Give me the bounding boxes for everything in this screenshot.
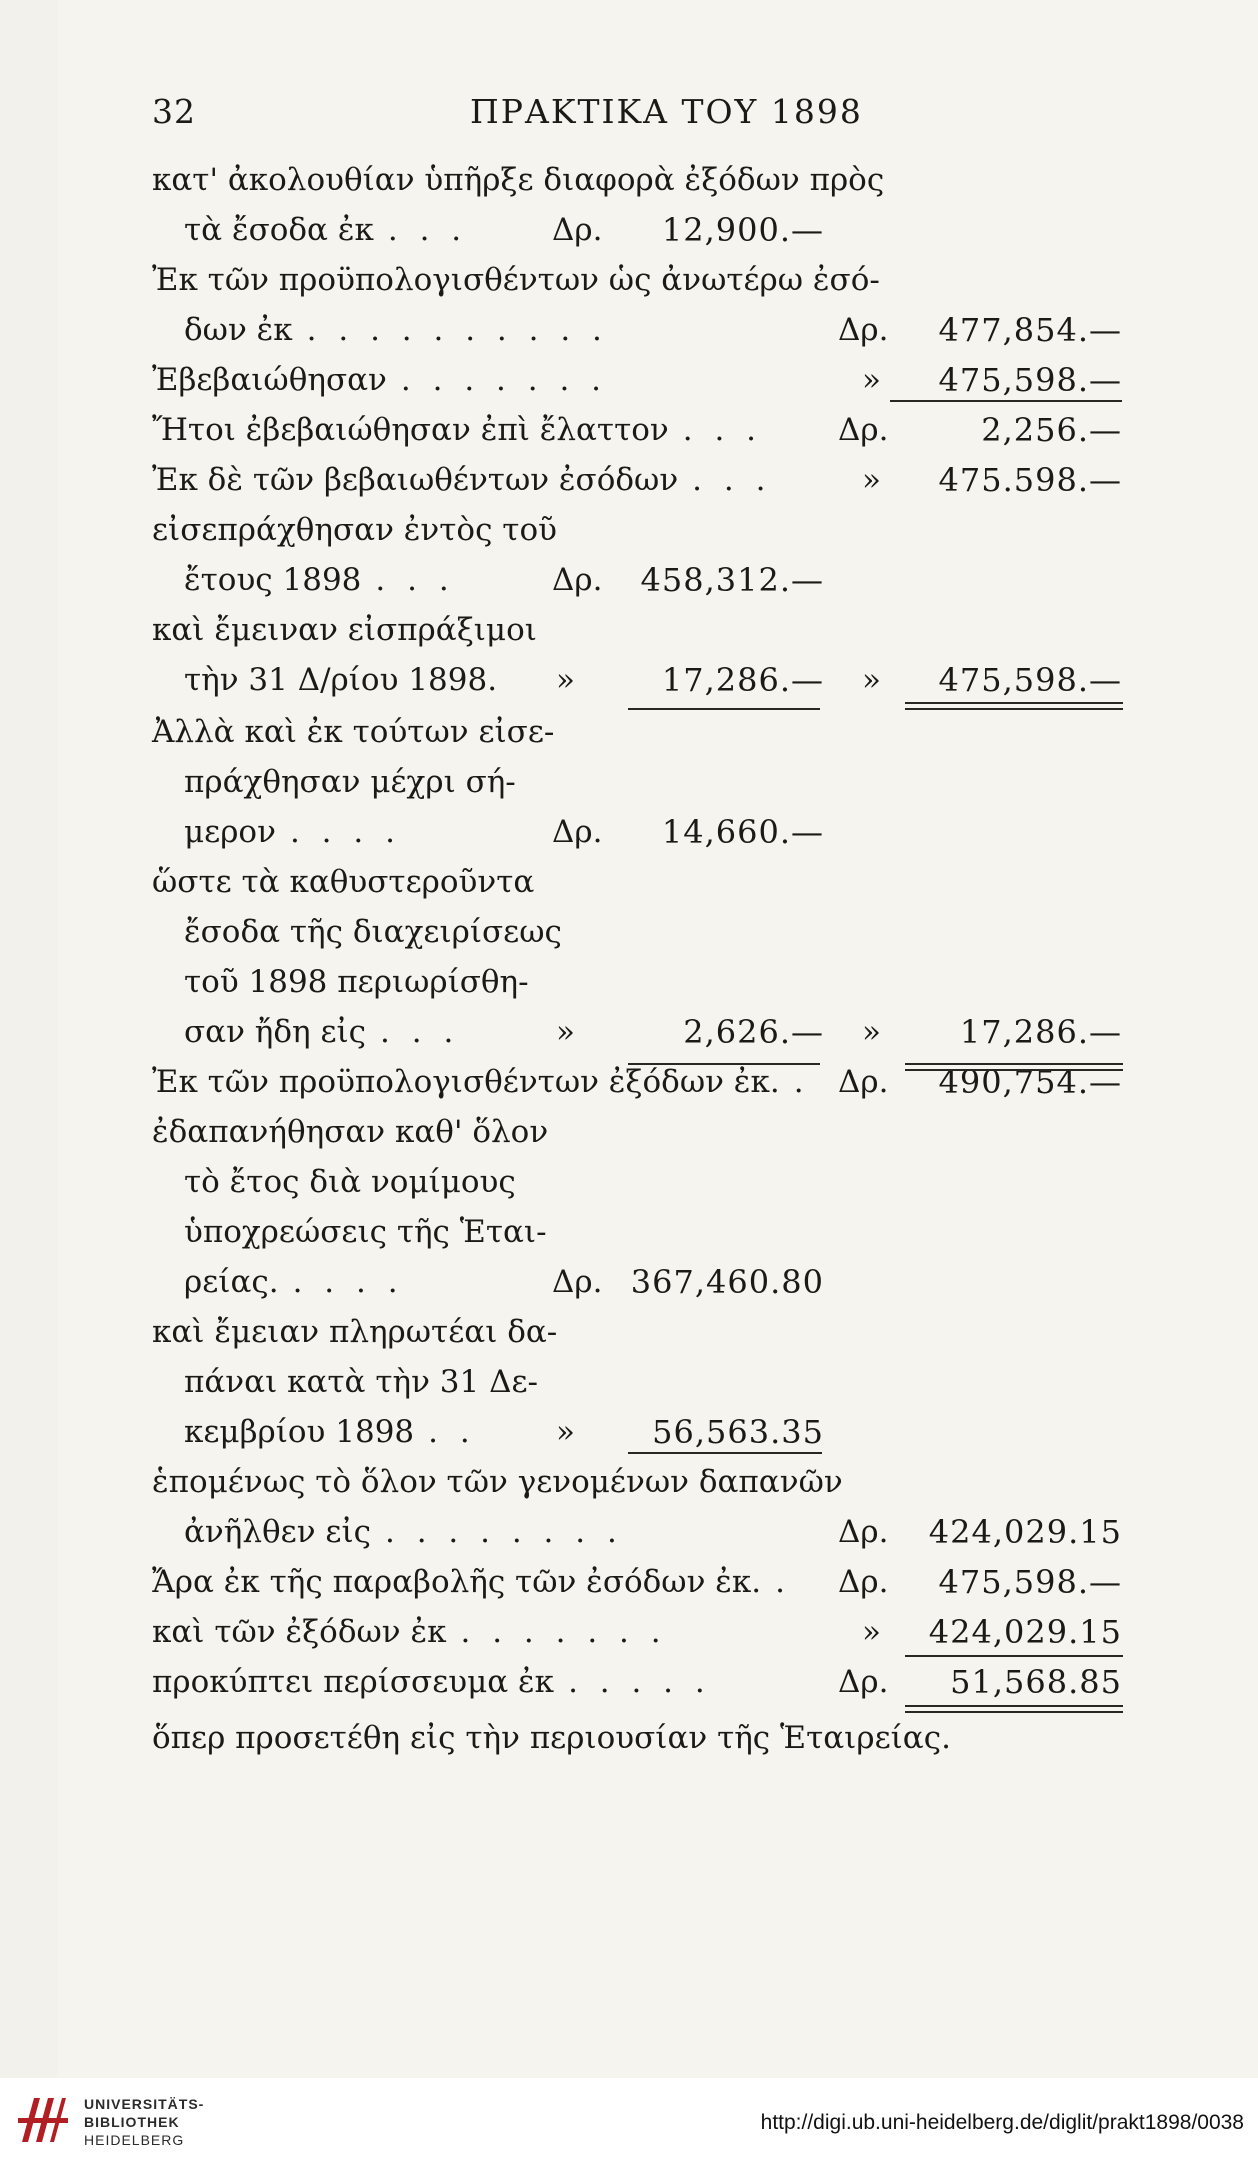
line-text: πράχθησαν μέχρι σή-: [184, 764, 516, 800]
amount-inner: 458,312.—: [640, 561, 824, 599]
library-name-line: UNIVERSITÄTS-: [84, 2096, 205, 2112]
ledger-line: [0, 406, 1258, 454]
currency-mark: Δρ.: [552, 212, 603, 248]
sum-rule: [628, 708, 820, 710]
ledger-line: [0, 758, 1258, 806]
ledger-line: [0, 1408, 1258, 1456]
ledger-line: [0, 1258, 1258, 1306]
dot-leader: . . . . . . .: [400, 362, 608, 398]
line-text: Ἤτοι ἐβεβαιώθησαν ἐπὶ ἔλαττον: [152, 412, 669, 448]
dot-leader: . . . . . . . . . .: [306, 312, 608, 348]
currency-mark: »: [556, 1014, 575, 1050]
amount-inner: 14,660.—: [661, 813, 824, 851]
library-seal-icon: [12, 2090, 72, 2150]
line-text: καὶ τῶν ἐξόδων ἐκ: [152, 1614, 447, 1650]
ledger-line: [0, 958, 1258, 1006]
dot-leader: . . . . . . . .: [385, 1514, 623, 1550]
amount-total: 424,029.15: [928, 1613, 1122, 1651]
dot-leader: . . .: [380, 1014, 460, 1050]
currency-mark: »: [862, 1614, 881, 1650]
amount-inner: 367,460.80: [630, 1263, 824, 1301]
line-text: πάναι κατὰ τὴν 31 Δε-: [184, 1364, 538, 1400]
dot-leader: .: [793, 1064, 810, 1100]
dot-leader: . . . . . . .: [460, 1614, 667, 1650]
ledger-line: [0, 708, 1258, 756]
sum-rule: [905, 1655, 1123, 1657]
amount-total: 475.598.—: [938, 461, 1122, 499]
line-text: προκύπτει περίσσευμα ἐκ: [152, 1664, 555, 1700]
line-text: ὥστε τὰ καθυστεροῦντα: [152, 864, 535, 900]
amount-total: 477,854.—: [938, 311, 1122, 349]
ledger-line: [0, 1008, 1258, 1056]
dot-leader: . . . .: [292, 1264, 404, 1300]
total-double-rule: [905, 702, 1123, 710]
ledger-line: [0, 808, 1258, 856]
line-text: ρείας.: [184, 1264, 279, 1300]
total-double-rule: [905, 1705, 1123, 1713]
dot-leader: . .: [428, 1414, 476, 1450]
currency-mark: »: [862, 362, 881, 398]
currency-mark: Δρ.: [838, 1664, 889, 1700]
dot-leader: . . .: [682, 412, 763, 448]
amount-total: 475,598.—: [938, 661, 1122, 699]
source-url-link[interactable]: http://digi.ub.uni-heidelberg.de/diglit/prakt1898/0038: [760, 2111, 1244, 2134]
line-text: τὰ ἔσοδα ἐκ: [184, 212, 374, 248]
ledger-line: [0, 156, 1258, 204]
line-text: Ἄρα ἐκ τῆς παραβολῆς τῶν ἐσόδων ἐκ.: [152, 1564, 762, 1600]
currency-mark: Δρ.: [552, 1264, 603, 1300]
currency-mark: Δρ.: [838, 1514, 889, 1550]
amount-total: 51,568.85: [950, 1663, 1122, 1701]
sum-rule: [890, 400, 1122, 402]
line-text: μερον: [184, 814, 276, 850]
amount-total: 490,754.—: [938, 1063, 1122, 1101]
currency-mark: Δρ.: [838, 312, 889, 348]
dot-leader: . . . .: [289, 814, 401, 850]
amount-total: 475,598.—: [938, 1563, 1122, 1601]
library-name-line: HEIDELBERG: [84, 2132, 185, 2148]
ledger-line: [0, 606, 1258, 654]
ledger-line: [0, 1108, 1258, 1156]
currency-mark: Δρ.: [838, 1064, 889, 1100]
ledger-line: [0, 1208, 1258, 1256]
ledger-line: [0, 1714, 1258, 1762]
line-text: εἰσεπράχθησαν ἐντὸς τοῦ: [152, 512, 557, 548]
ledger-line: [0, 1608, 1258, 1656]
ledger-line: [0, 858, 1258, 906]
amount-inner: 2,626.—: [683, 1013, 824, 1051]
currency-mark: »: [556, 1414, 575, 1450]
line-text: ὅπερ προσετέθη εἰς τὴν περιουσίαν τῆς Ἑταιρείας.: [152, 1720, 951, 1756]
line-text: ἐδαπανήθησαν καθ' ὅλον: [152, 1114, 549, 1150]
currency-mark: Δρ.: [552, 562, 603, 598]
ledger-line: [0, 1658, 1258, 1706]
total-double-rule: [905, 1063, 1123, 1071]
dot-leader: . . .: [387, 212, 468, 248]
currency-mark: Δρ.: [838, 1564, 889, 1600]
ledger-line: [0, 256, 1258, 304]
ledger-line: [0, 908, 1258, 956]
amount-inner: 17,286.—: [661, 661, 824, 699]
page-title: ΠΡΑΚΤΙΚΑ ΤΟΥ 1898: [470, 92, 863, 131]
line-text: Ἐκ τῶν προϋπολογισθέντων ὡς ἀνωτέρω ἐσό-: [152, 262, 880, 298]
ledger-line: [0, 306, 1258, 354]
ledger-line: [0, 356, 1258, 404]
currency-mark: Δρ.: [838, 412, 889, 448]
ledger-line: [0, 1308, 1258, 1356]
line-text: δων ἐκ: [184, 312, 293, 348]
currency-mark: »: [862, 662, 881, 698]
line-text: σαν ἤδη εἰς: [184, 1014, 367, 1050]
currency-mark: »: [556, 662, 575, 698]
ledger-line: [0, 556, 1258, 604]
dot-leader: . . . . .: [568, 1664, 711, 1700]
amount-total: 424,029.15: [928, 1513, 1122, 1551]
currency-mark: Δρ.: [552, 814, 603, 850]
line-text: κεμβρίου 1898: [184, 1414, 415, 1450]
amount-inner: 12,900.—: [661, 211, 824, 249]
currency-mark: »: [862, 462, 881, 498]
dot-leader: . . .: [692, 462, 772, 498]
dot-leader: .: [775, 1564, 792, 1600]
sum-rule: [628, 1063, 820, 1065]
line-text: ἔτους 1898: [184, 562, 362, 598]
line-text: τὴν 31 Δ/ρίου 1898.: [184, 662, 498, 698]
line-text: τὸ ἔτος διὰ νομίμους: [184, 1164, 516, 1200]
line-text: τοῦ 1898 περιωρίσθη-: [184, 964, 529, 1000]
amount-total: 17,286.—: [959, 1013, 1122, 1051]
amount-inner: 56,563.35: [652, 1413, 824, 1451]
line-text: Ἐβεβαιώθησαν: [152, 362, 387, 398]
ledger-line: [0, 656, 1258, 704]
amount-total: 475,598.—: [938, 361, 1122, 399]
line-text: Ἐκ τῶν προϋπολογισθέντων ἐξόδων ἐκ.: [152, 1064, 780, 1100]
page-number: 32: [152, 92, 196, 131]
ledger-line: [0, 506, 1258, 554]
line-text: καὶ ἔμειναν εἰσπράξιμοι: [152, 612, 537, 648]
ledger-line: [0, 1558, 1258, 1606]
ledger-line: [0, 1358, 1258, 1406]
ledger-line: [0, 206, 1258, 254]
line-text: ἔσοδα τῆς διαχειρίσεως: [184, 914, 562, 950]
line-text: Ἐκ δὲ τῶν βεβαιωθέντων ἐσόδων: [152, 462, 679, 498]
ledger-line: [0, 1508, 1258, 1556]
line-text: Ἀλλὰ καὶ ἐκ τούτων εἰσε-: [152, 714, 555, 750]
library-name-line: BIBLIOTHEK: [84, 2114, 180, 2130]
line-text: ἀνῆλθεν εἰς: [184, 1514, 371, 1550]
sum-rule: [628, 1452, 822, 1454]
dot-leader: . . .: [375, 562, 455, 598]
ledger-line: [0, 456, 1258, 504]
line-text: κατ' ἀκολουθίαν ὑπῆρξε διαφορὰ ἐξόδων πρὸς: [152, 162, 885, 198]
currency-mark: »: [862, 1014, 881, 1050]
line-text: ὑποχρεώσεις τῆς Ἑται-: [184, 1214, 547, 1250]
amount-total: 2,256.—: [981, 411, 1122, 449]
line-text: καὶ ἔμειαν πληρωτέαι δα-: [152, 1314, 558, 1350]
line-text: ἑπομένως τὸ ὅλον τῶν γενομένων δαπανῶν: [152, 1464, 843, 1500]
ledger-line: [0, 1158, 1258, 1206]
ledger-line: [0, 1458, 1258, 1506]
